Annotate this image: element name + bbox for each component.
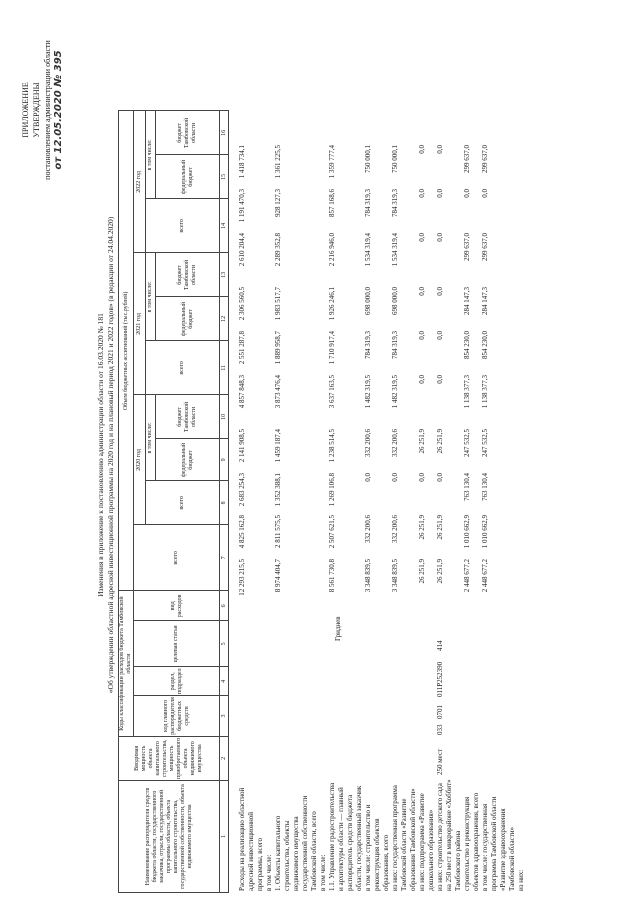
header-2022-federal: федеральный бюджет xyxy=(156,155,220,199)
row-name: из них: государственная программа Тамбовской области «Развитие образования Тамбовской области» xyxy=(391,785,417,891)
row-code-grbs xyxy=(319,721,328,737)
approval-authority: постановлением администрации области xyxy=(43,40,52,180)
row-amount: 2 448 677,2 xyxy=(481,559,489,593)
approved-label: УТВЕРЖДЕНЫ xyxy=(32,82,41,138)
row-capacity xyxy=(391,737,418,777)
row-amount: 3 348 839,5 xyxy=(391,559,399,593)
row-amount: 1 926 246,1 xyxy=(328,287,336,321)
row-amount: 854 230,0 xyxy=(481,331,489,359)
table-row xyxy=(436,143,463,893)
header-code-grbs: код главного распорядителя бюджетных средств xyxy=(134,696,220,737)
heading-line-1: Изменения в приложение к постановлению администрации области от 16.03.2020 № 181 xyxy=(96,313,105,597)
row-amount: 2 683 254,3 xyxy=(238,473,246,507)
row-code-section xyxy=(364,699,391,721)
row-code-grbs: 033 xyxy=(436,724,444,735)
row-amount: 0,0 xyxy=(418,331,426,340)
row-name: 1.1. Управление градостроительства и архитектуры области — главный распорядитель средств бюджета области, государственный заказчик xyxy=(328,782,363,891)
row-amount xyxy=(319,143,328,187)
row-amount: 763 130,4 xyxy=(463,473,471,501)
row-amount xyxy=(265,471,274,513)
row-amount: 299 637,0 xyxy=(463,233,471,261)
header-2020-federal: федеральный бюджет xyxy=(156,439,220,481)
row-amount xyxy=(319,231,328,285)
row-amount: 2 610 204,4 xyxy=(238,233,246,267)
row-capacity xyxy=(274,737,319,777)
header-code-type: вид расходов xyxy=(134,591,220,621)
row-amount: 0,0 xyxy=(436,331,444,340)
header-2022-total: всего xyxy=(146,199,220,253)
row-amount: 332 200,6 xyxy=(364,515,372,543)
row-amount: 0,0 xyxy=(436,233,444,242)
row-code-section xyxy=(517,699,526,721)
row-amount: 2 507 621,5 xyxy=(328,515,336,549)
row-amount: 1 361 225,5 xyxy=(274,145,282,179)
row-capacity xyxy=(364,737,391,777)
row-amount: 2 306 560,5 xyxy=(238,287,246,321)
row-code-type xyxy=(418,623,436,653)
column-number: 9 xyxy=(220,439,229,481)
row-amount: 1 459 187,4 xyxy=(274,429,282,463)
row-capacity: 250 мест xyxy=(436,748,444,775)
row-amount: 0,0 xyxy=(463,189,471,198)
header-total: всего xyxy=(134,525,220,591)
row-amount xyxy=(517,557,526,623)
row-amount: 750 000,1 xyxy=(364,145,372,173)
row-name: Расходы на реализацию областной адресной инвестиционной программы, всего xyxy=(238,787,264,891)
row-code-section xyxy=(319,699,328,721)
table-row xyxy=(328,143,364,893)
column-number: 13 xyxy=(220,253,229,297)
row-amount: 0,0 xyxy=(436,287,444,296)
header-2022-regional: бюджет Тамбовской области xyxy=(156,111,220,155)
header-capacity-col: Вводимая мощность объекта капитального строительства, мощность приобретаемого объекта недвижимого имущества xyxy=(119,736,220,780)
table-row xyxy=(391,143,418,893)
row-code-section xyxy=(265,699,274,721)
row-amount: 784 319,3 xyxy=(364,189,372,217)
row-amount xyxy=(265,285,274,329)
row-code-section xyxy=(391,699,418,721)
row-amount: 2 811 575,5 xyxy=(274,515,282,548)
row-code-article xyxy=(391,653,418,699)
column-number: 8 xyxy=(220,481,229,525)
header-2020-total: всего xyxy=(146,481,220,525)
row-capacity xyxy=(517,737,526,777)
row-name: в том числе: государственная программа Тамбовской области «Развитие здравоохранения Тамбовской области» xyxy=(481,796,516,891)
column-number: 11 xyxy=(220,341,229,395)
row-amount: 332 200,6 xyxy=(391,429,399,457)
row-amount: 26 251,9 xyxy=(436,559,444,584)
row-amount: 1 482 319,5 xyxy=(391,375,399,409)
row-amount xyxy=(319,471,328,513)
row-amount xyxy=(265,557,274,623)
table-row xyxy=(418,143,436,893)
row-code-article xyxy=(517,653,526,699)
row-code-type xyxy=(517,623,526,653)
row-amount: 2 141 908,5 xyxy=(238,429,246,463)
row-code-section xyxy=(328,699,364,721)
row-capacity xyxy=(418,737,436,777)
row-code-type xyxy=(274,623,319,653)
row-amount: 784 319,3 xyxy=(391,189,399,217)
row-amount: 1 269 106,8 xyxy=(328,473,336,507)
header-2020-incl: в том числе: xyxy=(146,395,156,481)
heading-line-2: «Об утверждении областной адресной инвестиционной программы на 2020 год и на плановый период 2021 и 2022 годов» (в редакции от 24.04.2020) xyxy=(106,216,115,694)
row-amount xyxy=(319,373,328,427)
row-name: в том числе: строительство и реконструкция объектов образования, всего xyxy=(364,804,390,891)
row-amount: 1 238 514,5 xyxy=(328,429,336,463)
row-code-type xyxy=(364,623,391,653)
header-code-article: целевая статья xyxy=(134,621,220,667)
row-code-grbs xyxy=(274,721,319,737)
row-amount: 284 147,3 xyxy=(481,287,489,315)
appendix-label: ПРИЛОЖЕНИЕ xyxy=(21,82,30,138)
header-2021-total: всего xyxy=(146,341,220,395)
row-amount: 284 147,3 xyxy=(463,287,471,315)
column-number: 2 xyxy=(220,736,229,780)
row-amount xyxy=(319,513,328,557)
row-amount: 332 200,6 xyxy=(364,429,372,457)
row-amount: 0,0 xyxy=(391,473,399,482)
row-code-grbs xyxy=(517,721,526,737)
row-code-section: 0701 xyxy=(436,705,444,719)
row-amount: 2 216 946,0 xyxy=(328,233,336,267)
row-code-section xyxy=(274,699,319,721)
row-amount: 0,0 xyxy=(418,233,426,242)
row-code-article xyxy=(364,653,391,699)
row-amount xyxy=(319,427,328,471)
header-funds: Объем бюджетных ассигнований (тыс.рублей) xyxy=(119,111,134,591)
row-code-grbs xyxy=(238,721,265,737)
row-amount: 26 251,9 xyxy=(436,429,444,454)
row-amount: 247 532,5 xyxy=(481,429,489,457)
row-amount xyxy=(265,427,274,471)
row-amount: 8 561 730,8 xyxy=(328,559,336,593)
row-code-article xyxy=(418,653,436,699)
row-amount: 854 230,0 xyxy=(463,331,471,359)
row-amount: 299 637,0 xyxy=(463,145,471,173)
column-number: 12 xyxy=(220,297,229,341)
row-amount: 1 010 662,9 xyxy=(463,515,471,549)
row-amount: 698 000,0 xyxy=(364,287,372,315)
row-amount: 2 289 352,8 xyxy=(274,233,282,267)
row-amount: 1 889 958,7 xyxy=(274,331,282,365)
header-2020-regional: бюджет Тамбовской области xyxy=(156,395,220,439)
row-amount xyxy=(319,285,328,329)
row-amount: 26 251,9 xyxy=(436,515,444,540)
row-amount: 763 130,4 xyxy=(481,473,489,501)
row-amount: 1 534 319,4 xyxy=(364,233,372,267)
row-capacity xyxy=(481,737,517,777)
header-year-2021: 2021 год xyxy=(134,253,146,395)
header-2021-regional: бюджет Тамбовской области xyxy=(156,253,220,297)
column-number: 14 xyxy=(220,199,229,253)
row-code-grbs xyxy=(364,721,391,737)
row-code-grbs xyxy=(328,721,364,737)
row-code-grbs xyxy=(391,721,418,737)
row-name: в том числе: xyxy=(265,854,273,891)
row-code-section xyxy=(481,699,517,721)
row-code-grbs xyxy=(418,721,436,737)
row-code-type xyxy=(481,623,517,653)
row-code-grbs xyxy=(265,721,274,737)
row-code-type xyxy=(238,623,265,653)
row-amount xyxy=(517,513,526,557)
row-amount: 3 348 839,5 xyxy=(364,559,372,593)
row-code-article: 011P252390 xyxy=(436,661,444,697)
row-capacity xyxy=(328,737,364,777)
row-code-article xyxy=(328,653,364,699)
row-amount: 750 000,1 xyxy=(391,145,399,173)
row-amount xyxy=(517,427,526,471)
row-code-article xyxy=(274,653,319,699)
row-amount: 299 637,0 xyxy=(481,145,489,173)
column-number: 5 xyxy=(220,621,229,667)
row-amount: 928 127,3 xyxy=(274,189,282,217)
row-code-article xyxy=(265,653,274,699)
row-amount: 0,0 xyxy=(436,473,444,482)
header-code-section: раздел, подраздел xyxy=(134,667,220,696)
row-amount: 0,0 xyxy=(364,473,372,482)
header-codes: Коды классификации расходов бюджета Тамбовской области xyxy=(119,591,134,736)
row-amount xyxy=(265,329,274,373)
table-row xyxy=(481,143,517,893)
header-year-2022: 2022 год xyxy=(134,111,146,253)
document-heading xyxy=(96,105,116,805)
row-amount xyxy=(517,231,526,285)
row-capacity xyxy=(238,737,265,777)
row-amount: 4 857 848,3 xyxy=(238,375,246,409)
row-amount: 1 010 662,9 xyxy=(481,515,489,549)
row-amount: 1 352 388,1 xyxy=(274,473,282,507)
row-code-grbs xyxy=(481,721,517,737)
row-name: из них: xyxy=(517,869,525,891)
column-number: 3 xyxy=(220,696,229,737)
row-amount: 857 168,6 xyxy=(328,189,336,217)
row-amount: 1 534 319,4 xyxy=(391,233,399,267)
row-code-article xyxy=(481,653,517,699)
column-number: 6 xyxy=(220,591,229,621)
row-code-section xyxy=(238,699,265,721)
row-amount xyxy=(517,373,526,427)
row-amount xyxy=(517,285,526,329)
table-header xyxy=(118,110,229,893)
table-row xyxy=(238,143,265,893)
row-amount xyxy=(319,187,328,231)
column-number: 15 xyxy=(220,155,229,199)
approval-stamp xyxy=(20,15,64,205)
row-amount: 698 000,0 xyxy=(391,287,399,315)
row-capacity xyxy=(265,737,274,777)
row-amount: 12 293 215,5 xyxy=(238,559,246,596)
row-code-type xyxy=(265,623,274,653)
column-number: 10 xyxy=(220,395,229,439)
row-amount xyxy=(319,557,328,623)
row-amount xyxy=(265,143,274,187)
row-name: строительство и реконструкция объектов здравоохранения, всего xyxy=(463,792,480,891)
column-number: 16 xyxy=(220,111,229,155)
row-amount xyxy=(265,513,274,557)
row-code-grbs xyxy=(463,721,481,737)
table-row xyxy=(274,143,319,893)
table-row xyxy=(463,143,481,893)
row-amount: 26 251,9 xyxy=(418,515,426,540)
row-amount: 8 974 404,7 xyxy=(274,559,282,593)
row-amount: 247 532,5 xyxy=(463,429,471,457)
row-amount xyxy=(265,187,274,231)
row-amount xyxy=(517,187,526,231)
row-amount: 4 825 162,8 xyxy=(238,515,246,549)
row-amount: 1 138 377,3 xyxy=(481,375,489,409)
row-amount: 3 637 163,5 xyxy=(328,375,336,409)
row-name: из них: подпрограмма «Развитие дошкольного образования» xyxy=(418,793,435,891)
row-amount: 784 319,3 xyxy=(364,331,372,359)
row-amount xyxy=(517,329,526,373)
row-amount xyxy=(265,373,274,427)
table-body xyxy=(238,143,526,893)
row-amount: 332 200,6 xyxy=(391,515,399,543)
row-code-article xyxy=(463,653,481,699)
row-amount: 26 251,9 xyxy=(418,429,426,454)
row-amount xyxy=(265,231,274,285)
row-amount: 299 637,0 xyxy=(481,233,489,261)
row-code-type xyxy=(463,623,481,653)
row-amount: 0,0 xyxy=(436,189,444,198)
row-code-article xyxy=(319,653,328,699)
row-name: 1. Объекты капитального строительства, объекты недвижимого имущества государственной собственности Тамбовской области, всего xyxy=(274,795,318,891)
row-amount: 1 983 517,7 xyxy=(274,287,282,321)
header-year-2020: 2020 год xyxy=(134,395,146,525)
header-name-col: Наименование распорядителя средств бюджета области, государственного заказчика, отрасли, государственной программы области, объекта капитального строительства, государственной собственности, объекта недвижимого имущества xyxy=(119,781,220,893)
header-2021-incl: в том числе: xyxy=(146,253,156,341)
column-number: 1 xyxy=(220,781,229,893)
row-amount: 0,0 xyxy=(418,473,426,482)
row-capacity xyxy=(463,737,481,777)
row-capacity xyxy=(319,737,328,777)
row-amount: 3 873 476,4 xyxy=(274,375,282,409)
row-amount xyxy=(517,471,526,513)
row-amount: 1 710 917,4 xyxy=(328,331,336,365)
row-code-type xyxy=(319,623,328,653)
row-amount: 0,0 xyxy=(418,189,426,198)
row-amount: 1 359 777,4 xyxy=(328,145,336,179)
column-number: 4 xyxy=(220,667,229,696)
row-amount: 1 418 734,1 xyxy=(238,145,246,179)
row-code-type: 414 xyxy=(436,640,444,651)
row-amount: 1 482 319,5 xyxy=(364,375,372,409)
row-name: в том числе: xyxy=(319,854,327,891)
row-amount: 26 251,9 xyxy=(418,559,426,584)
row-amount xyxy=(517,143,526,187)
row-amount: 1 138 377,3 xyxy=(463,375,471,409)
row-amount: 0,0 xyxy=(436,145,444,154)
row-code-type xyxy=(391,623,418,653)
row-amount: 0,0 xyxy=(481,189,489,198)
row-amount: 0,0 xyxy=(418,287,426,296)
table-row xyxy=(364,143,391,893)
row-amount: 0,0 xyxy=(418,375,426,384)
table-row xyxy=(319,143,328,893)
table-row xyxy=(517,143,526,893)
row-amount: 1 191 470,3 xyxy=(238,189,246,223)
column-number: 7 xyxy=(220,525,229,591)
row-amount: 784 319,3 xyxy=(391,331,399,359)
row-amount: 0,0 xyxy=(436,375,444,384)
header-2021-federal: федеральный бюджет xyxy=(156,297,220,341)
row-code-article xyxy=(238,653,265,699)
row-code-section xyxy=(418,699,436,721)
table-row xyxy=(265,143,274,893)
row-amount: 2 448 677,2 xyxy=(463,559,471,593)
row-name: из них: строительство детского сада на 250 мест в микрорайоне «Хоббит» Тамбовского района xyxy=(436,779,462,891)
row-amount xyxy=(319,329,328,373)
signature-note: Гриднев xyxy=(334,616,342,641)
row-amount: 0,0 xyxy=(418,145,426,154)
approval-date-number: от 12.05.2020 № 395 xyxy=(53,50,64,170)
header-2022-incl: в том числе: xyxy=(146,111,156,199)
row-code-section xyxy=(463,699,481,721)
row-amount: 2 551 287,8 xyxy=(238,331,246,365)
